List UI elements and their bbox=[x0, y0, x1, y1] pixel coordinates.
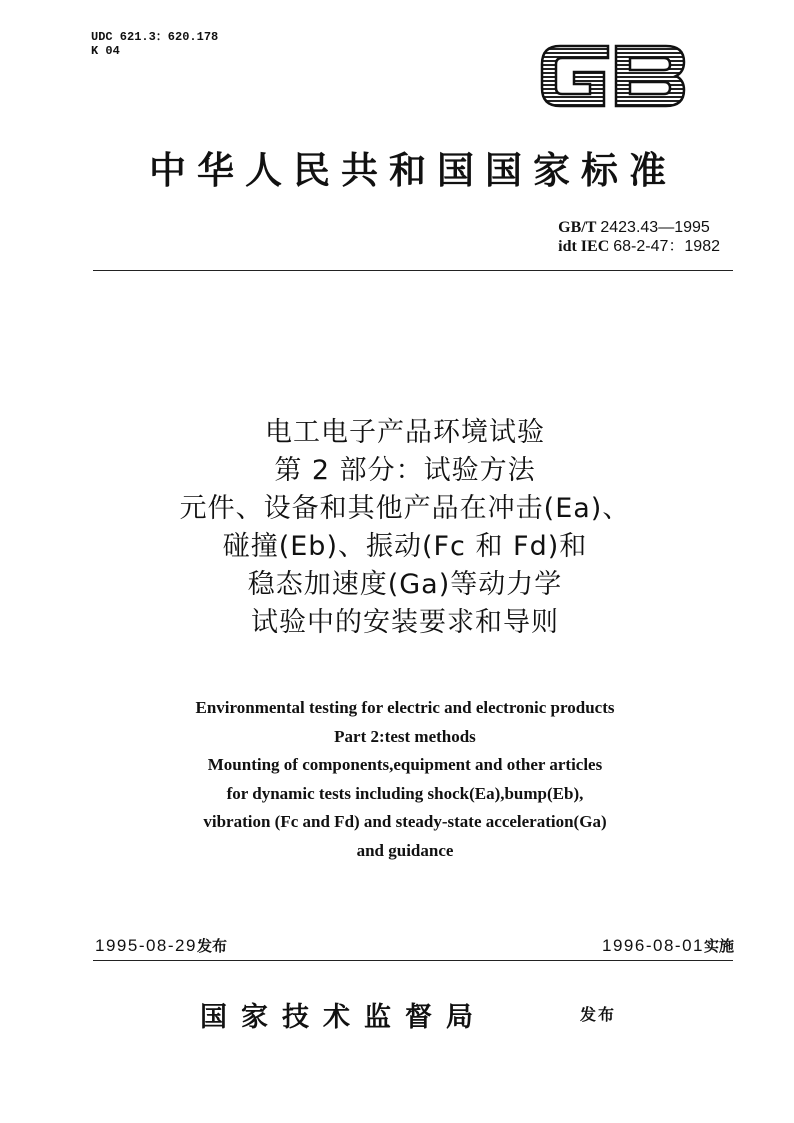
issue-date: 1995-08-29 bbox=[95, 936, 197, 955]
effective-date: 1996-08-01 bbox=[602, 936, 704, 955]
effective-label: 实施 bbox=[703, 937, 734, 955]
issuer-name: 国家技术监督局 bbox=[200, 1002, 487, 1033]
title-en-line: and guidance bbox=[356, 840, 454, 860]
title-en-line: Environmental testing for electric and electronic products bbox=[195, 698, 615, 717]
title-cn-line: 元件、设备和其他产品在冲击(Ea)、 bbox=[179, 493, 631, 524]
title-en-line: Part 2:test methods bbox=[334, 726, 476, 746]
gb-number: 2423.43—1995 bbox=[600, 219, 710, 236]
title-cn-line: 稳态加速度(Ga)等动力学 bbox=[247, 569, 563, 600]
title-cn-line: 碰撞(Eb)、振动(Fc 和 Fd)和 bbox=[222, 531, 588, 562]
idt-label: idt IEC bbox=[558, 238, 610, 255]
title-cn-line: 第 2 部分：试验方法 bbox=[274, 455, 536, 486]
standard-codes bbox=[558, 218, 720, 256]
title-en-line: for dynamic tests including shock(Ea),bump(Eb), bbox=[226, 783, 584, 803]
gb-logo-icon bbox=[538, 40, 688, 112]
title-en-line: vibration (Fc and Fd) and steady-state acceleration(Ga) bbox=[203, 812, 607, 831]
title-cn-line: 试验中的安装要求和导则 bbox=[251, 607, 559, 638]
effective-date-block bbox=[602, 935, 734, 956]
title-en-line: Mounting of components,equipment and other articles bbox=[207, 755, 603, 774]
issue-date-block bbox=[95, 935, 227, 956]
title-cn-line: 电工电子产品环境试验 bbox=[265, 417, 545, 448]
gb-label: GB/T bbox=[558, 219, 597, 236]
footer-divider bbox=[93, 960, 733, 961]
title-chinese bbox=[60, 414, 750, 642]
udc-code: UDC 621.3：620.178 bbox=[91, 30, 219, 44]
category-code: K 04 bbox=[91, 44, 120, 58]
standard-type-heading: 中华人民共和国国家标准 bbox=[149, 148, 677, 192]
issue-label: 发布 bbox=[196, 937, 227, 955]
title-english bbox=[60, 694, 750, 865]
udc-classification bbox=[91, 30, 218, 58]
idt-number: 68-2-47：1982 bbox=[613, 238, 720, 255]
header-divider bbox=[93, 270, 733, 271]
publish-label: 发布 bbox=[580, 1005, 617, 1024]
